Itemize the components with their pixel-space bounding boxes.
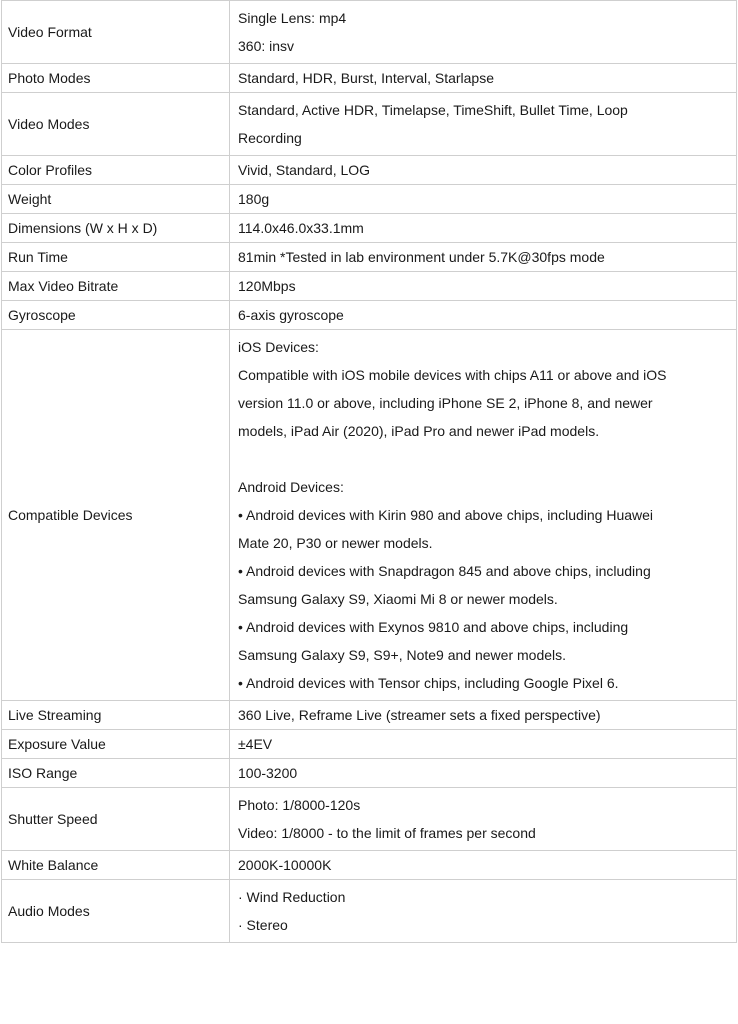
spec-value xyxy=(230,788,737,851)
spec-value xyxy=(230,156,737,185)
spec-value-line: models, iPad Air (2020), iPad Pro and newer iPad models. xyxy=(238,423,600,439)
spec-value-line: Photo: 1/8000-120s xyxy=(238,797,361,813)
spec-value-line: • Android devices with Snapdragon 845 and above chips, including xyxy=(238,563,651,579)
spec-value-line: 180g xyxy=(238,191,270,207)
spec-value-line: ±4EV xyxy=(238,736,273,752)
spec-value-line: 81min *Tested in lab environment under 5.7K@30fps mode xyxy=(238,249,605,265)
spec-value-line: · Stereo xyxy=(238,917,288,933)
spec-row xyxy=(2,64,737,93)
spec-row xyxy=(2,301,737,330)
spec-value-line: Standard, Active HDR, Timelapse, TimeShift, Bullet Time, Loop xyxy=(238,102,628,118)
spec-row xyxy=(2,851,737,880)
spec-value-line: version 11.0 or above, including iPhone SE 2, iPhone 8, and newer xyxy=(238,395,653,411)
spec-row xyxy=(2,701,737,730)
spec-label: Dimensions (W x H x D) xyxy=(2,214,230,243)
spec-row xyxy=(2,330,737,701)
spec-value xyxy=(230,730,737,759)
spec-value-line: Mate 20, P30 or newer models. xyxy=(238,535,433,551)
spec-value-line: iOS Devices: xyxy=(238,339,319,355)
spec-value xyxy=(230,851,737,880)
spec-label: Max Video Bitrate xyxy=(2,272,230,301)
spec-label: Exposure Value xyxy=(2,730,230,759)
spec-label: Shutter Speed xyxy=(2,788,230,851)
spec-value-line: 360 Live, Reframe Live (streamer sets a fixed perspective) xyxy=(238,707,601,723)
spec-value-line: • Android devices with Tensor chips, including Google Pixel 6. xyxy=(238,675,619,691)
spec-value-spacer xyxy=(238,445,729,473)
spec-value xyxy=(230,1,737,64)
spec-value-line: Standard, HDR, Burst, Interval, Starlapse xyxy=(238,70,494,86)
spec-value xyxy=(230,701,737,730)
spec-label: Video Format xyxy=(2,1,230,64)
spec-value-line: 360: insv xyxy=(238,38,295,54)
spec-row xyxy=(2,788,737,851)
spec-value-line: Samsung Galaxy S9, Xiaomi Mi 8 or newer models. xyxy=(238,591,558,607)
spec-label: Compatible Devices xyxy=(2,330,230,701)
spec-label: Audio Modes xyxy=(2,880,230,943)
spec-value-line: • Android devices with Kirin 980 and above chips, including Huawei xyxy=(238,507,654,523)
spec-row xyxy=(2,730,737,759)
spec-label: White Balance xyxy=(2,851,230,880)
spec-row xyxy=(2,1,737,64)
spec-value-line: 100-3200 xyxy=(238,765,298,781)
spec-value-line: 120Mbps xyxy=(238,278,296,294)
spec-label: Live Streaming xyxy=(2,701,230,730)
spec-value-line: • Android devices with Exynos 9810 and above chips, including xyxy=(238,619,629,635)
spec-value xyxy=(230,759,737,788)
spec-label: ISO Range xyxy=(2,759,230,788)
spec-value xyxy=(230,301,737,330)
spec-row xyxy=(2,156,737,185)
spec-value xyxy=(230,93,737,156)
spec-row xyxy=(2,272,737,301)
spec-value-line: 2000K-10000K xyxy=(238,857,332,873)
spec-row xyxy=(2,759,737,788)
specs-table-body xyxy=(2,1,737,943)
spec-value-line: Vivid, Standard, LOG xyxy=(238,162,371,178)
spec-value-line: Single Lens: mp4 xyxy=(238,10,347,26)
spec-value-line: Samsung Galaxy S9, S9+, Note9 and newer models. xyxy=(238,647,567,663)
spec-value-line: Compatible with iOS mobile devices with chips A11 or above and iOS xyxy=(238,367,667,383)
spec-value-line: 114.0x46.0x33.1mm xyxy=(238,220,364,236)
spec-label: Run Time xyxy=(2,243,230,272)
spec-value xyxy=(230,272,737,301)
spec-label: Photo Modes xyxy=(2,64,230,93)
spec-row xyxy=(2,185,737,214)
spec-value-line: · Wind Reduction xyxy=(238,889,346,905)
spec-value xyxy=(230,64,737,93)
spec-value xyxy=(230,243,737,272)
spec-label: Video Modes xyxy=(2,93,230,156)
spec-label: Color Profiles xyxy=(2,156,230,185)
spec-value-line: Video: 1/8000 - to the limit of frames per second xyxy=(238,825,536,841)
spec-value-line: Android Devices: xyxy=(238,479,344,495)
spec-row xyxy=(2,880,737,943)
spec-value xyxy=(230,330,737,701)
spec-row xyxy=(2,93,737,156)
spec-value-line: Recording xyxy=(238,130,302,146)
specs-table xyxy=(1,0,737,943)
spec-row xyxy=(2,214,737,243)
spec-row xyxy=(2,243,737,272)
spec-value xyxy=(230,185,737,214)
spec-label: Gyroscope xyxy=(2,301,230,330)
spec-value xyxy=(230,214,737,243)
spec-label: Weight xyxy=(2,185,230,214)
spec-value xyxy=(230,880,737,943)
spec-value-line: 6-axis gyroscope xyxy=(238,307,344,323)
